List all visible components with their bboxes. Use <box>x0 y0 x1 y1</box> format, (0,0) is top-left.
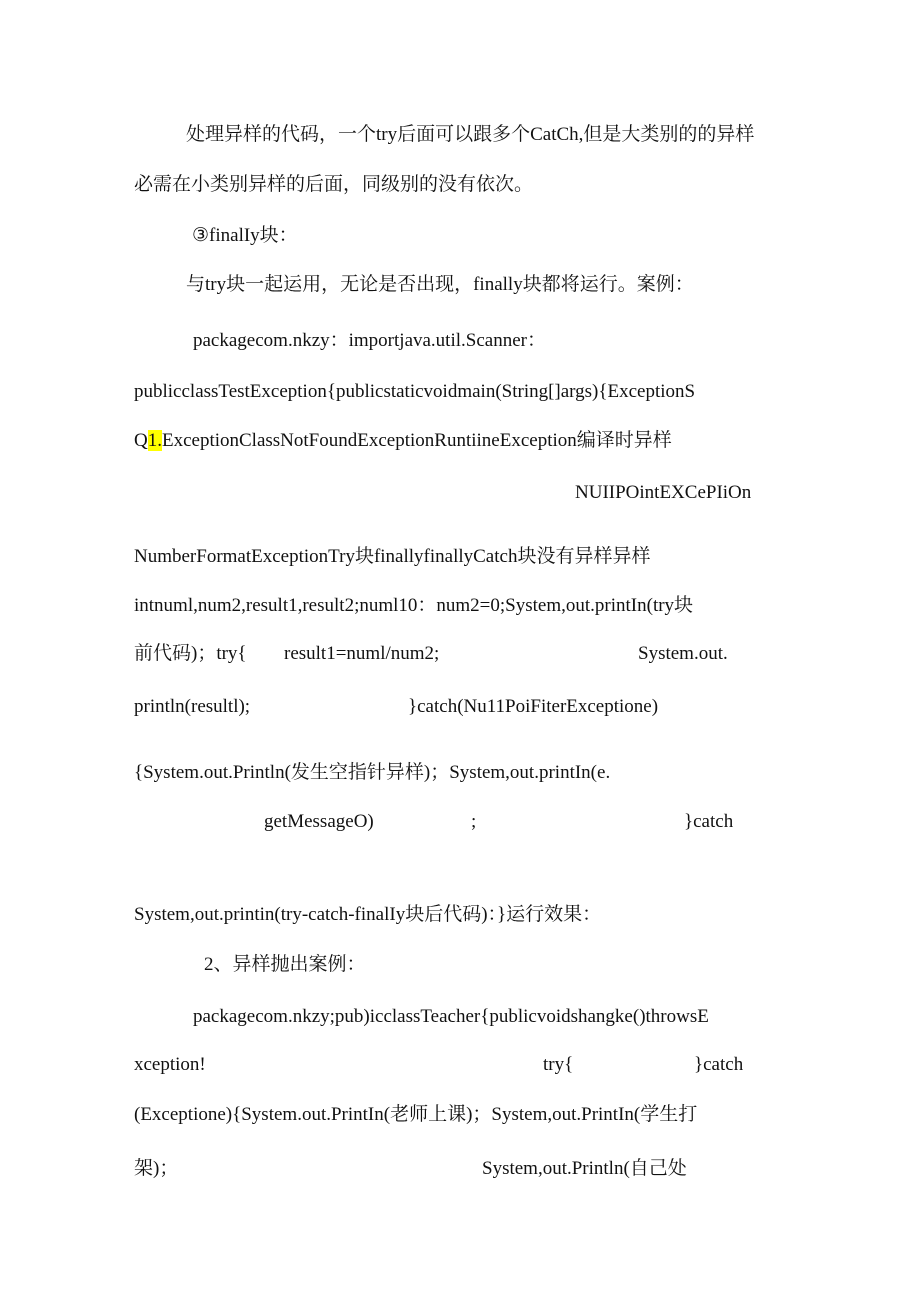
paragraph-line-1: 处理异样的代码，一个try后面可以跟多个CatCh,但是大类别的的异样 <box>186 124 755 145</box>
code-line-teacher-class: packagecom.nkzy;pub)icclassTeacher{publicvoidshangke()throwsE <box>193 1006 709 1027</box>
paragraph-line-finally-desc: 与try块一起运用，无论是否出现，finally块都将运行。案例： <box>186 274 694 295</box>
code-line-semicolon: ; <box>471 811 477 832</box>
code-line-catch-npe: }catch(Nu11PoiFiterExceptione) <box>408 696 659 717</box>
code-line-system-out: System.out. <box>638 643 728 664</box>
code-line-xception: xception! <box>134 1054 206 1075</box>
code-line-fight: 架)； <box>134 1158 179 1179</box>
paragraph-line-2: 必需在小类别异样的后面，同级别的没有依次。 <box>134 174 534 195</box>
exceptions-prefix: Q <box>134 430 148 451</box>
code-line-catch-close: }catch <box>684 811 734 832</box>
exceptions-suffix: ExceptionClassNotFoundExceptionRuntiineException编译时异样 <box>161 430 672 451</box>
code-line-numberformat: NumberFormatExceptionTry块finallyfinallyCatch块没有异样异样 <box>134 546 651 567</box>
code-line-catch-2: }catch <box>694 1054 744 1075</box>
code-line-println-result: println(resultl); <box>134 696 251 717</box>
code-line-after-try: System,out.printin(try-catch-finalIy块后代码)：}运行效果： <box>134 904 602 925</box>
code-line-package: packagecom.nkzy：importjava.util.Scanner： <box>193 330 546 351</box>
code-line-result-assign: result1=numl/num2; <box>284 643 440 664</box>
code-line-exceptions <box>134 428 672 454</box>
section-heading-finally: ③finalIy块： <box>192 225 298 246</box>
code-line-catch-body: {System.out.Println(发生空指针异样)；System,out.printIn(e. <box>134 762 611 783</box>
code-line-int-decl: intnuml,num2,result1,result2;numl10：num2=0;System,out.printIn(try块 <box>134 595 694 616</box>
code-line-getmessage: getMessageO) <box>264 811 374 832</box>
code-line-exception-body: (Exceptione){System.out.PrintIn(老师上课)；System,out.PrintIn(学生打 <box>134 1104 698 1125</box>
code-line-try-open-2: try{ <box>543 1054 574 1075</box>
highlighted-marker: 1. <box>147 430 162 451</box>
code-line-nullpointer: NUIIPOintEXCePIiOn <box>575 482 752 503</box>
code-line-try-open: 前代码)；try{ <box>134 643 247 664</box>
code-line-self-handle: System,out.Println(自己处 <box>482 1158 687 1179</box>
section-heading-throw: 2、异样抛出案例： <box>204 954 366 975</box>
code-line-class: publicclassTestException{publicstaticvoidmain(String[]args){ExceptionS <box>134 381 696 402</box>
